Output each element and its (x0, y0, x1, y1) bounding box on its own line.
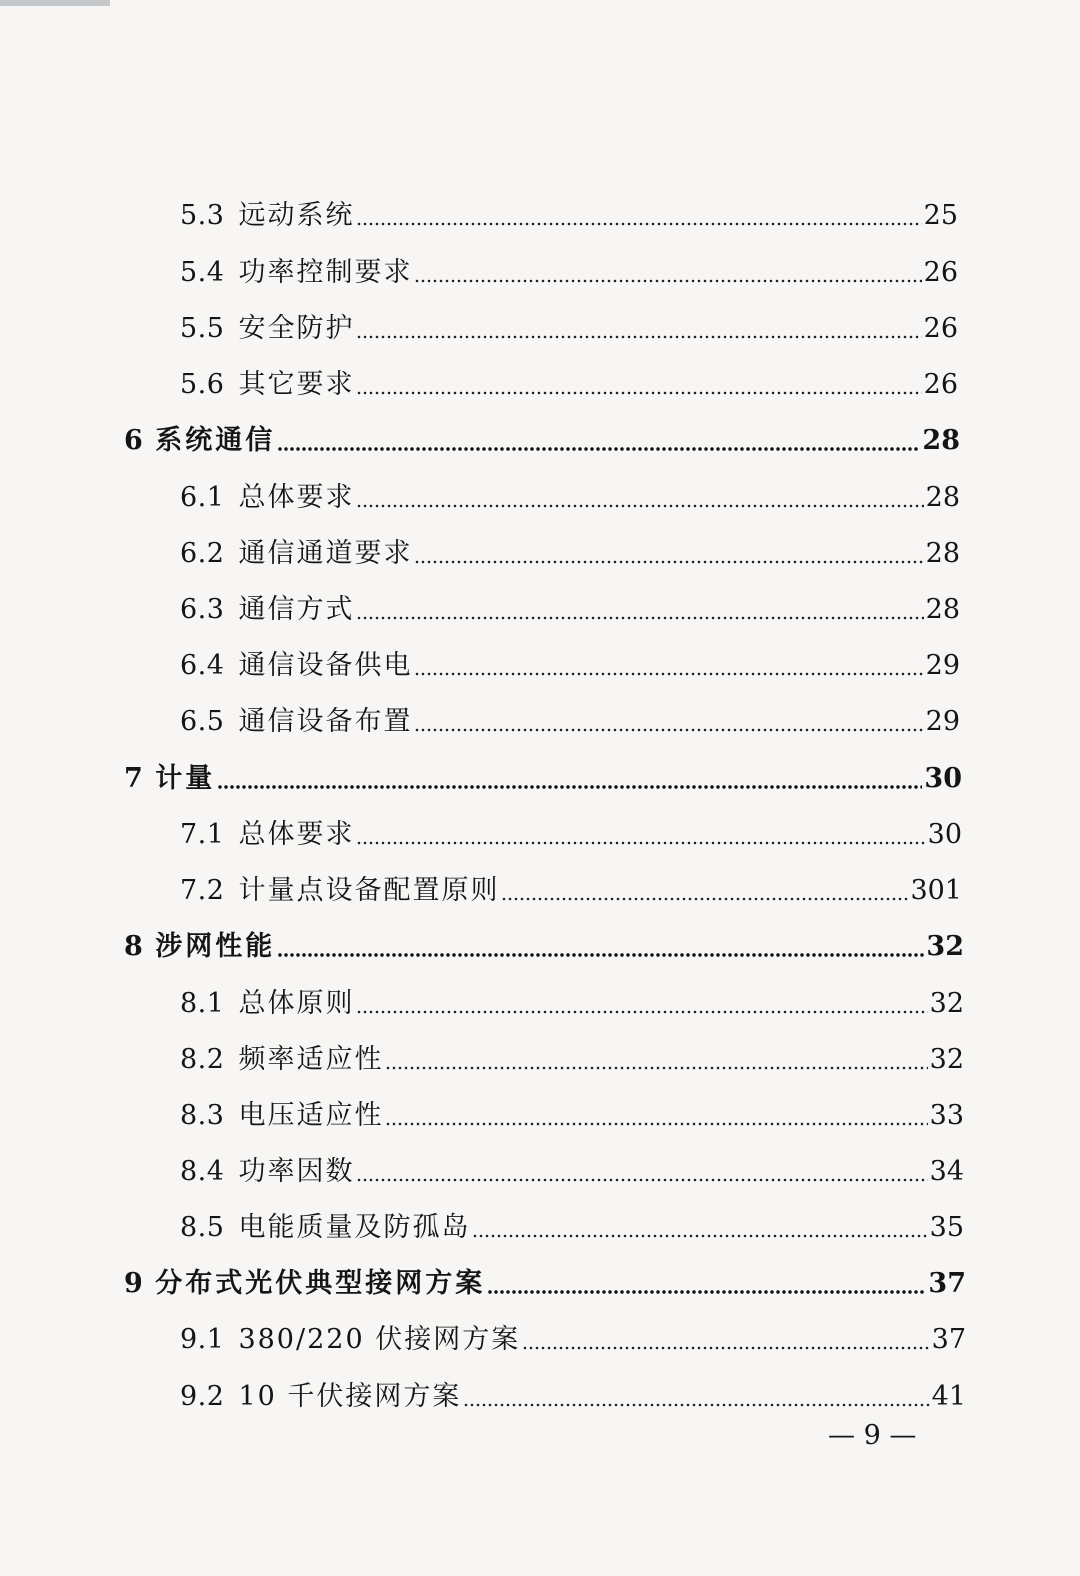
toc-entry-page: 28 (925, 594, 960, 625)
toc-entry-title: 远动系统 (238, 200, 355, 231)
toc-entry-number: 7.1 (180, 819, 225, 850)
dot-leader (414, 672, 923, 676)
toc-entry[interactable] (180, 1152, 964, 1192)
dot-leader (356, 504, 923, 508)
dot-leader (356, 335, 921, 339)
dot-leader (522, 1346, 929, 1350)
toc-entry[interactable] (180, 196, 958, 236)
toc-entry-page: 32 (929, 1044, 964, 1075)
toc-entry-title: 计量点设备配置原则 (238, 875, 500, 906)
dot-leader (501, 897, 908, 901)
toc-entry-title: 10 千伏接网方案 (238, 1381, 462, 1412)
toc-entry-number: 9.1 (180, 1324, 225, 1355)
toc-entry-number: 6.4 (180, 650, 225, 681)
toc-entry[interactable] (180, 1320, 966, 1360)
toc-chapter-number: 7 (124, 763, 144, 794)
toc-chapter-number: 8 (124, 931, 144, 962)
toc-entry-title: 功率控制要求 (238, 257, 413, 288)
toc-entry[interactable] (180, 646, 960, 686)
toc-chapter-page: 32 (926, 931, 964, 962)
toc-entry-title: 总体原则 (238, 988, 355, 1019)
toc-entry[interactable] (180, 365, 958, 405)
toc-chapter-title: 计量 (155, 763, 216, 794)
toc-chapter[interactable] (124, 759, 962, 799)
dot-leader (385, 1066, 927, 1070)
toc-entry-page: 29 (925, 706, 960, 737)
toc-entry-number: 5.4 (180, 257, 225, 288)
dot-leader (277, 953, 924, 957)
dot-leader (356, 222, 921, 226)
toc-entry-number: 6.3 (180, 594, 225, 625)
dot-leader (356, 1178, 927, 1182)
dot-leader (463, 1403, 929, 1407)
toc-entry-page: 26 (923, 313, 958, 344)
toc-entry-title: 总体要求 (238, 819, 355, 850)
toc-chapter-title: 分布式光伏典型接网方案 (155, 1268, 486, 1299)
dot-leader (217, 785, 922, 789)
toc-entry-number: 8.1 (180, 988, 225, 1019)
dot-leader (414, 728, 923, 732)
dot-leader (356, 391, 921, 395)
toc-entry-number: 5.3 (180, 200, 225, 231)
dot-leader (385, 1122, 927, 1126)
toc-entry[interactable] (180, 1096, 964, 1136)
toc-entry-number: 6.5 (180, 706, 225, 737)
toc-chapter[interactable] (124, 421, 960, 461)
dot-leader (487, 1290, 926, 1294)
toc-entry-page: 37 (931, 1324, 966, 1355)
toc-entry-page: 25 (923, 200, 958, 231)
toc-chapter-title: 系统通信 (155, 425, 276, 456)
dot-leader (356, 1010, 927, 1014)
toc-entry-page: 28 (925, 482, 960, 513)
toc-chapter-page: 37 (928, 1268, 966, 1299)
toc-entry-number: 8.3 (180, 1100, 225, 1131)
toc-entry-page: 34 (929, 1156, 964, 1187)
toc-entry-number: 6.2 (180, 538, 225, 569)
toc-entry-page: 26 (923, 257, 958, 288)
toc-chapter[interactable] (124, 927, 964, 967)
toc-entry-number: 9.2 (180, 1381, 225, 1412)
toc-entry-title: 通信设备供电 (238, 650, 413, 681)
toc-chapter-number: 6 (124, 425, 144, 456)
toc-entry-title: 通信通道要求 (238, 538, 413, 569)
toc-entry-title: 功率因数 (238, 1156, 355, 1187)
toc-entry-page: 28 (925, 538, 960, 569)
toc-entry-number: 8.4 (180, 1156, 225, 1187)
toc-entry-title: 通信方式 (238, 594, 355, 625)
toc-entry-page: 30 (927, 819, 962, 850)
toc-chapter-title: 涉网性能 (155, 931, 276, 962)
toc-entry[interactable] (180, 309, 958, 349)
dot-leader (414, 560, 923, 564)
toc-entry-title: 通信设备布置 (238, 706, 413, 737)
toc-entry-title: 380/220 伏接网方案 (238, 1324, 521, 1355)
toc-entry[interactable] (180, 1040, 964, 1080)
toc-entry-title: 频率适应性 (238, 1044, 384, 1075)
toc-entry-page: 26 (923, 369, 958, 400)
page-number-footer: — 9 — (828, 1420, 917, 1451)
toc-entry-number: 7.2 (180, 875, 225, 906)
toc-entry[interactable] (180, 478, 960, 518)
toc-entry-page: 33 (929, 1100, 964, 1131)
toc-entry-number: 5.5 (180, 313, 225, 344)
toc-entry[interactable] (180, 253, 958, 293)
toc-entry-page: 29 (925, 650, 960, 681)
dot-leader (356, 616, 923, 620)
toc-entry-title: 电压适应性 (238, 1100, 384, 1131)
toc-entry[interactable] (180, 984, 964, 1024)
dot-leader (414, 279, 921, 283)
toc-chapter-page: 28 (922, 425, 960, 456)
dot-leader (356, 841, 925, 845)
toc-entry-title: 电能质量及防孤岛 (238, 1212, 471, 1243)
scan-edge-mark (0, 0, 110, 6)
toc-entry[interactable] (180, 871, 962, 911)
toc-entry-number: 5.6 (180, 369, 225, 400)
toc-entry[interactable] (180, 534, 960, 574)
toc-entry[interactable] (180, 702, 960, 742)
toc-entry-title: 总体要求 (238, 482, 355, 513)
toc-entry[interactable] (180, 1208, 964, 1248)
toc-entry-page: 32 (929, 988, 964, 1019)
dot-leader (277, 447, 920, 451)
toc-entry[interactable] (180, 815, 962, 855)
toc-entry-number: 8.2 (180, 1044, 225, 1075)
toc-entry-page: 41 (931, 1381, 966, 1412)
toc-chapter[interactable] (124, 1264, 966, 1304)
toc-chapter-page: 30 (924, 763, 962, 794)
toc-entry-number: 6.1 (180, 482, 225, 513)
toc-entry-page: 35 (929, 1212, 964, 1243)
toc-entry[interactable] (180, 1377, 966, 1417)
toc-chapter-number: 9 (124, 1268, 144, 1299)
toc-entry[interactable] (180, 590, 960, 630)
dot-leader (472, 1234, 927, 1238)
toc-entry-page: 301 (910, 875, 962, 906)
toc-entry-number: 8.5 (180, 1212, 225, 1243)
toc-entry-title: 安全防护 (238, 313, 355, 344)
toc-entry-title: 其它要求 (238, 369, 355, 400)
